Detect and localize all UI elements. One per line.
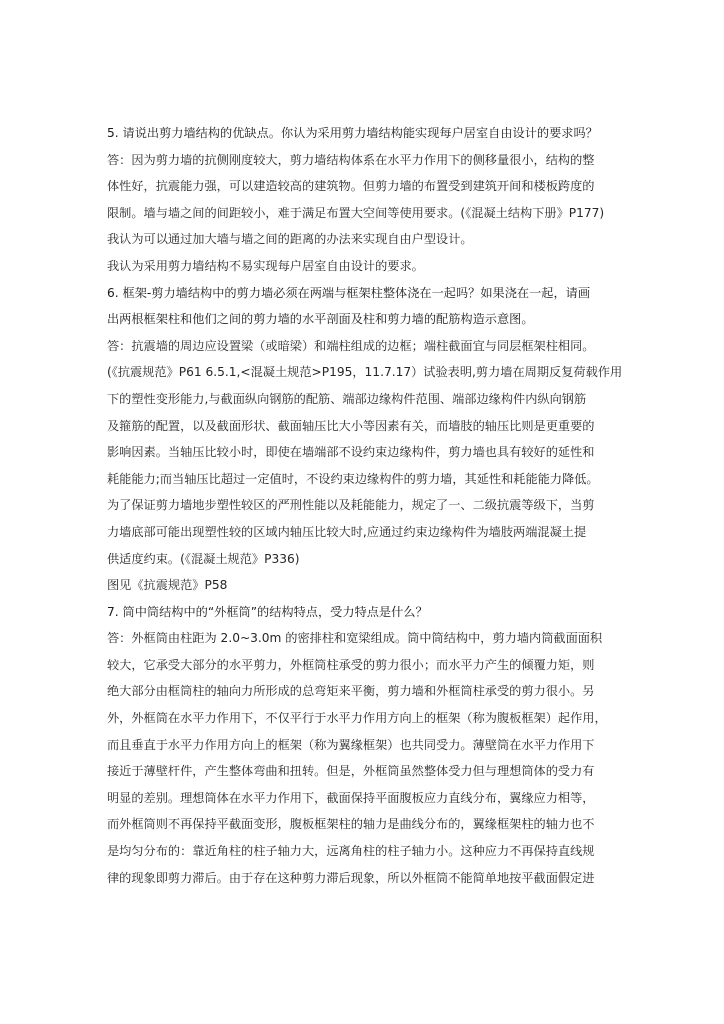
answer-6-line-5: 影响因素。当轴压比较小时，即使在墙端部不设约束边缘构件，剪力墙也具有较好的延性和 xyxy=(107,445,595,460)
answer-6-line-4: 及箍筋的配置，以及截面形状、截面轴压比大小等因素有关，而墙肢的轴压比则是更重要的 xyxy=(107,418,595,433)
answer-6-line-8: 力墙底部可能出现塑性较的区域内轴压比较大时,应通过约束边缘构件为墙肢两端混凝土提 xyxy=(107,524,587,539)
answer-7-line-1: 答：外框筒由柱距为 2.0~3.0m 的密排柱和宽梁组成。筒中筒结构中，剪力墙内筒截面面积 xyxy=(107,631,603,646)
answer-6-line-9: 供适度约束。(《混凝土规范》P336) xyxy=(107,551,300,566)
answer-7-line-7: 明显的差别。理想筒体在水平力作用下，截面保持平面腹板应力直线分布，翼缘应力相等， xyxy=(107,790,595,805)
question-6-line-1: 6. 框架-剪力墙结构中的剪力墙必须在两端与框架柱整体浇在一起吗？如果浇在一起，请画 xyxy=(107,285,591,300)
answer-6-figure-reference: 图见《抗震规范》P58 xyxy=(107,578,228,593)
answer-7-line-4: 外，外框筒在水平力作用下，不仅平行于水平力作用方向上的框架（称为腹板框架）起作用， xyxy=(107,711,607,726)
answer-5-line-4: 我认为可以通过加大墙与墙之间的距离的办法来实现自由户型设计。 xyxy=(107,232,473,247)
answer-5-line-3: 限制。墙与墙之间的间距较小，难于满足布置大空间等使用要求。(《混凝土结构下册》P177) xyxy=(107,205,605,220)
answer-6-line-2: (《抗震规范》P61 6.5.1,<混凝土规范>P195，11.7.17）试验表明,剪力墙在周期反复荷载作用 xyxy=(107,365,623,380)
question-6-line-2: 出两根框架柱和他们之间的剪力墙的水平剖面及柱和剪力墙的配筋构造示意图。 xyxy=(107,312,534,327)
answer-5-line-1: 答：因为剪力墙的抗侧刚度较大，剪力墙结构体系在水平力作用下的侧移量很小，结构的整 xyxy=(107,152,595,167)
answer-7-line-5: 而且垂直于水平力作用方向上的框架（称为翼缘框架）也共同受力。薄壁筒在水平力作用下 xyxy=(107,737,595,752)
answer-6-line-7: 为了保证剪力墙地步塑性较区的严刑性能以及耗能能力，规定了一、二级抗震等级下，当剪 xyxy=(107,498,595,513)
answer-6-line-1: 答：抗震墙的周边应设置梁（或暗梁）和端柱组成的边框；端柱截面宜与同层框架柱相同。 xyxy=(107,338,595,353)
question-7-line-1: 7. 筒中筒结构中的“外框筒”的结构特点，受力特点是什么？ xyxy=(107,604,428,619)
answer-7-line-2: 较大，它承受大部分的水平剪力，外框筒柱承受的剪力很小；而水平力产生的倾覆力矩，则 xyxy=(107,657,595,672)
answer-7-line-3: 绝大部分由框筒柱的轴向力所形成的总弯矩来平衡，剪力墙和外框筒柱承受的剪力很小。另 xyxy=(107,684,595,699)
answer-7-line-8: 而外框筒则不再保持平截面变形，腹板框架柱的轴力是曲线分布的，翼缘框架柱的轴力也不 xyxy=(107,817,595,832)
answer-7-line-9: 是均匀分布的：靠近角柱的柱子轴力大，远离角柱的柱子轴力小。这种应力不再保持直线规 xyxy=(107,844,595,859)
answer-6-line-6: 耗能能力;而当轴压比超过一定值时，不设约束边缘构件的剪力墙，其延性和耗能能力降低。 xyxy=(107,471,599,486)
document-body xyxy=(107,120,623,891)
answer-6-line-3: 下的塑性变形能力,与截面纵向钢筋的配筋、端部边缘构件范围、端部边缘构件内纵向钢筋 xyxy=(107,391,587,406)
answer-7-line-6: 接近于薄壁杆件，产生整体弯曲和扭转。但是，外框筒虽然整体受力但与理想筒体的受力有 xyxy=(107,764,595,779)
question-5-line-1: 5. 请说出剪力墙结构的优缺点。你认为采用剪力墙结构能实现每户居室自由设计的要求吗？ xyxy=(107,126,598,140)
answer-5-line-5: 我认为采用剪力墙结构不易实现每户居室自由设计的要求。 xyxy=(107,258,424,273)
answer-5-line-2: 体性好，抗震能力强，可以建造较高的建筑物。但剪力墙的布置受到建筑开间和楼板跨度的 xyxy=(107,179,595,194)
answer-7-line-10: 律的现象即剪力滞后。由于存在这种剪力滞后现象，所以外框筒不能简单地按平截面假定进 xyxy=(107,870,595,885)
